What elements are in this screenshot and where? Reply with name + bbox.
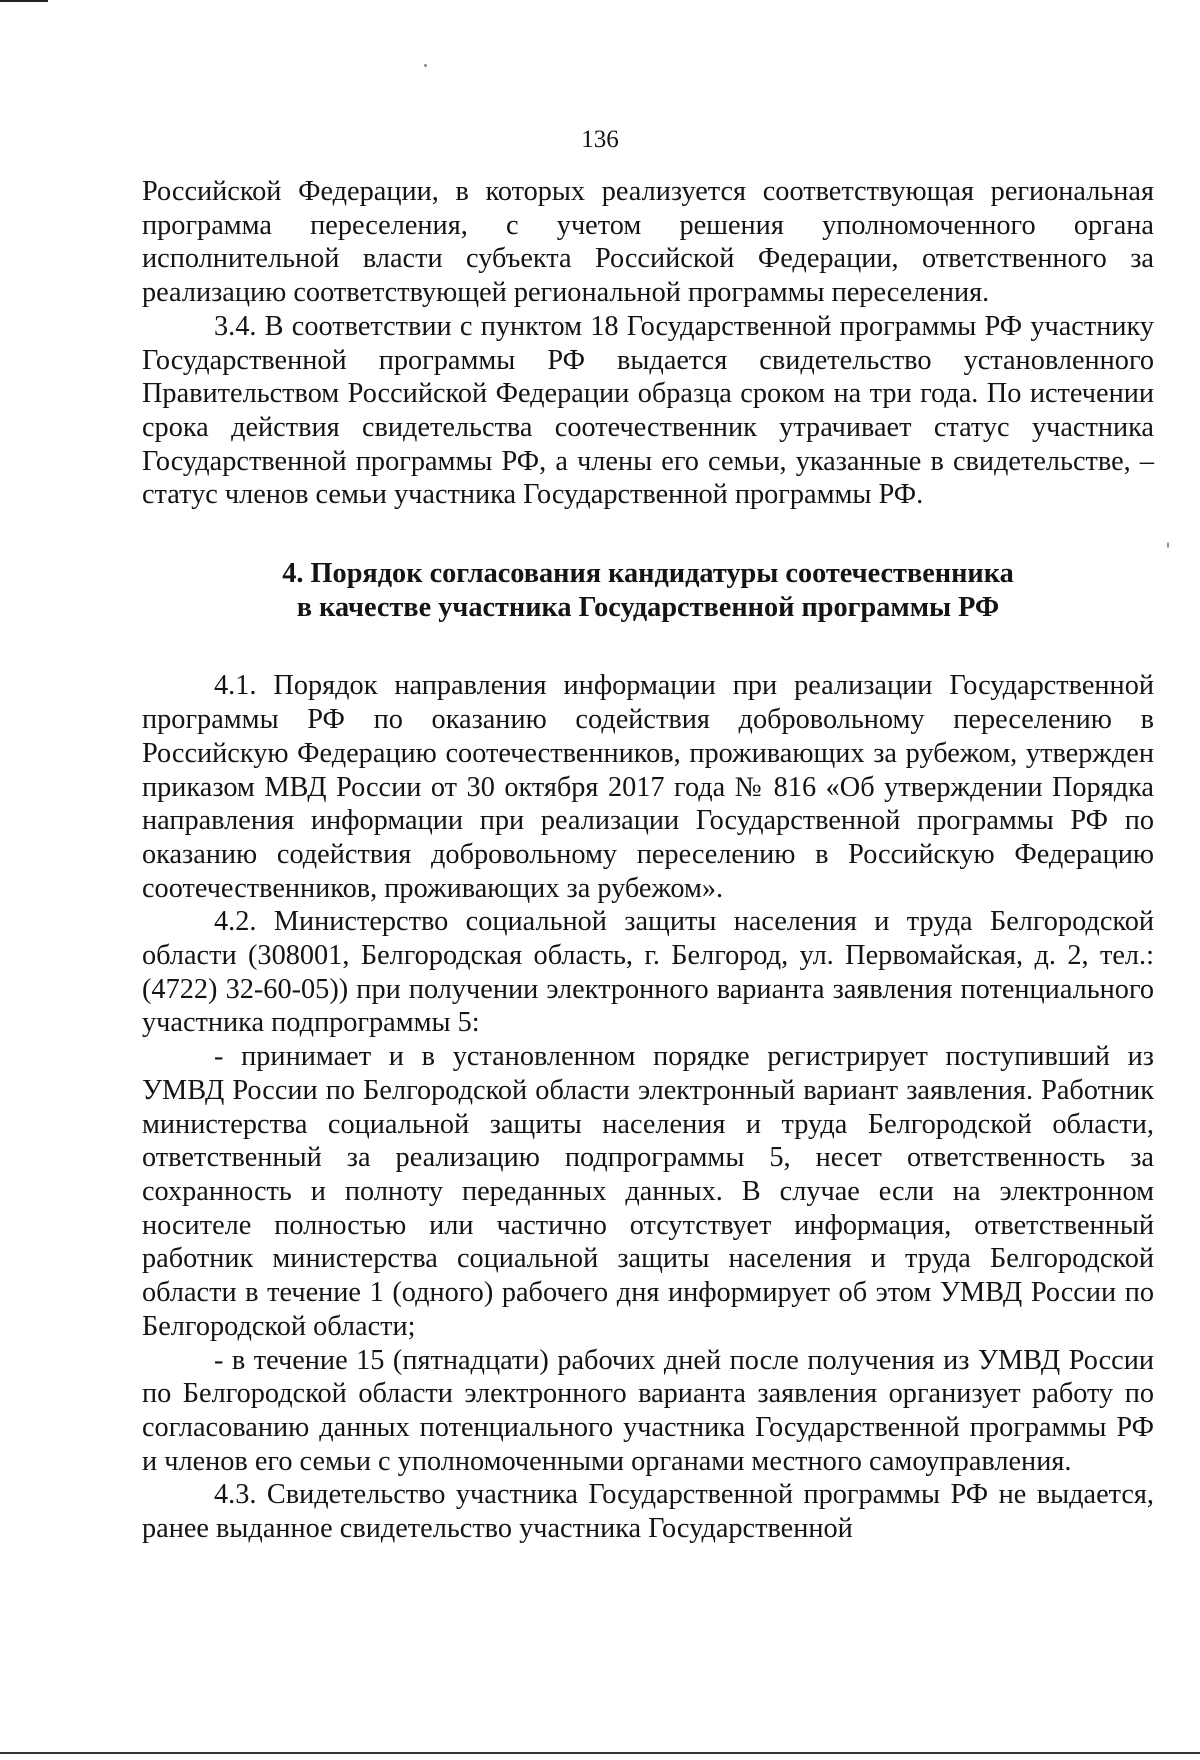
paragraph-4-3: 4.3. Свидетельство участника Государственной программы РФ не выдается, ранее выданное свидетельство участника Государственной	[142, 1479, 1154, 1545]
document-body	[142, 175, 1154, 1546]
paragraph-4-2-item-a: - принимает и в установленном порядке регистрирует поступивший из УМВД России по Белгородской области электронный вариант заявления. Работник министерства социальной защиты населения и труда Белгородской области, ответственный за реализацию подпрограммы 5, несет ответственность за сохранность и полноту переданных данных. В случае если на электронном носителе полностью или частично отсутствует информация, ответственный работник министерства социальной защиты населения и труда Белгородской области в течение 1 (одного) рабочего дня информирует об этом УМВД России по Белгородской области;	[142, 1041, 1154, 1342]
paragraph-4-2: 4.2. Министерство социальной защиты населения и труда Белгородской области (308001, Белгородская область, г. Белгород, ул. Первомайская, д. 2, тел.: (4722) 32-60-05)) при получении электронного варианта заявления потенциального участника подпрограммы 5:	[142, 906, 1154, 1039]
page-number: 136	[581, 126, 619, 153]
paragraph-continuation: Российской Федерации, в которых реализуется соответствующая региональная программа переселения, с учетом решения уполномоченного органа исполнительной власти субъекта Российской Федерации, ответственного за реализацию соответствующей региональной программы переселения.	[142, 176, 1154, 309]
scan-speck	[1167, 542, 1169, 548]
scan-edge-bottom	[0, 1752, 1200, 1754]
scan-edge-top	[0, 0, 48, 2]
paragraph-4-2-item-b: - в течение 15 (пятнадцати) рабочих дней после получения из УМВД России по Белгородской области электронного варианта заявления организует работу по согласованию данных потенциального участника Государственной программы РФ и членов его семьи с уполномоченными органами местного самоуправления.	[142, 1344, 1154, 1477]
section-heading-line-2: в качестве участника Государственной программы РФ	[296, 591, 1000, 623]
paragraph-4-1: 4.1. Порядок направления информации при реализации Государственной программы РФ по оказанию содействия добровольному переселению в Российскую Федерацию соотечественников, проживающих за рубежом, утвержден приказом МВД России от 30 октября 2017 года № 816 «Об утверждении Порядка направления информации при реализации Государственной программы РФ по оказанию содействия добровольному переселению в Российскую Федерацию соотечественников, проживающих за рубежом».	[142, 670, 1154, 904]
paragraph-3-4: 3.4. В соответствии с пунктом 18 Государственной программы РФ участнику Государственной программы РФ выдается свидетельство установленного Правительством Российской Федерации образца сроком на три года. По истечении срока действия свидетельства соотечественник утрачивает статус участника Государственной программы РФ, а члены его семьи, указанные в свидетельстве, – статус членов семьи участника Государственной программы РФ.	[142, 310, 1154, 511]
section-heading-line-1: 4. Порядок согласования кандидатуры соотечественника	[282, 558, 1014, 590]
scan-speck	[424, 64, 427, 67]
section-heading	[142, 557, 1154, 624]
